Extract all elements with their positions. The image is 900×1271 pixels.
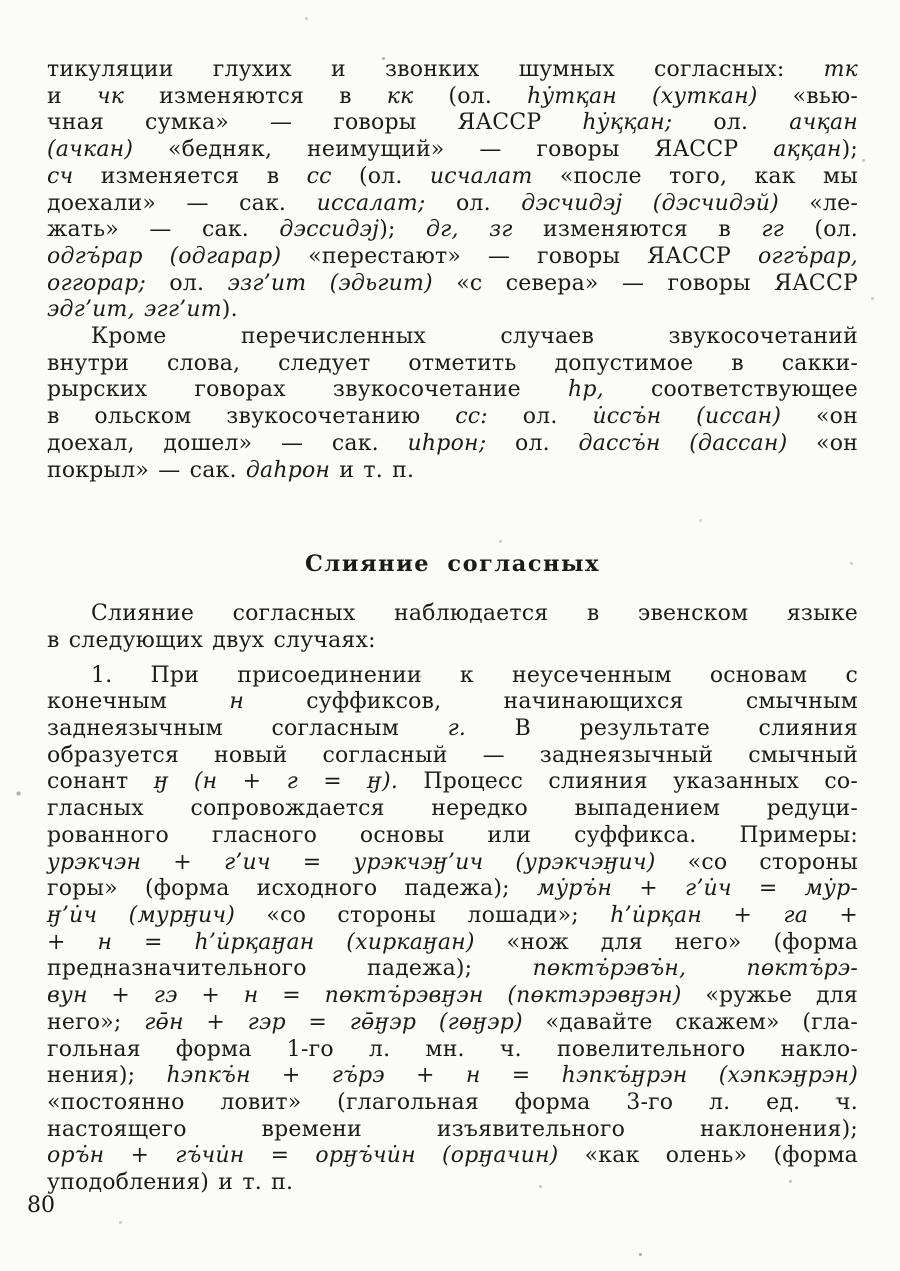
text-run: «он	[787, 430, 859, 456]
text-run: ол.	[425, 190, 522, 216]
text-line	[47, 377, 858, 404]
text-run: ол.	[487, 404, 593, 430]
text-run: настоящего времени изъявительного наклонения);	[47, 1116, 858, 1142]
text-run: «постоянно ловит» (глагольная форма 3-го л. ед. ч.	[47, 1089, 858, 1115]
even-language-term: эдг’ит, эгг’ит	[47, 297, 222, 323]
text-line	[47, 796, 858, 823]
text-line	[47, 930, 858, 957]
text-run: конечным	[47, 689, 230, 715]
text-run: образуется новый согласный — заднеязычный смычный	[47, 742, 858, 768]
text-run: и т. п.	[330, 457, 415, 483]
text-run: «нож для него» (форма	[474, 929, 859, 955]
text-run: (ол.	[783, 217, 859, 243]
even-language-term: сс:	[455, 404, 488, 430]
text-line	[47, 1143, 858, 1170]
page-number: 80	[27, 1193, 55, 1218]
text-line	[47, 983, 858, 1010]
text-line	[47, 458, 858, 485]
even-language-term: гө̄н + гэр = гө̄ӈэр (гөӈэр)	[144, 1009, 523, 1035]
paragraph	[47, 324, 858, 484]
text-line	[47, 191, 858, 218]
text-run: него»;	[47, 1009, 145, 1035]
paragraph	[47, 601, 858, 654]
text-line	[47, 1170, 858, 1197]
text-run: рованного гласного основы или суффикса. Примеры:	[47, 822, 858, 848]
text-run: тикуляции глухих и звонких шумных согласных:	[47, 57, 824, 82]
even-language-term: г.	[447, 716, 467, 742]
text-run: заднеязычным согласным	[47, 716, 448, 742]
text-line	[47, 601, 858, 628]
text-line	[47, 1090, 858, 1117]
text-run: в ольском звукосочетанию	[47, 404, 456, 430]
text-run: соответствующее	[603, 377, 858, 403]
text-run: ол.	[672, 110, 790, 136]
text-line	[47, 324, 858, 351]
text-run: внутри слова, следует отметить допустимое в сакки-	[47, 350, 858, 376]
even-language-term: аққан	[773, 137, 842, 163]
even-language-term: дэсчидэj (дэсчидэй)	[521, 190, 779, 216]
text-line	[47, 271, 858, 298]
even-language-term: (ачкан)	[47, 137, 134, 163]
even-language-term: и̇ссъ̇н (иссан)	[592, 404, 782, 430]
text-line	[47, 1117, 858, 1144]
text-line	[47, 1010, 858, 1037]
text-line	[47, 1063, 858, 1090]
text-line	[47, 110, 858, 137]
even-language-term: ӈ (н + г = ӈ).	[153, 769, 399, 795]
text-line	[47, 297, 858, 324]
even-language-term: иссалат;	[316, 190, 426, 216]
text-run: «давайте скажем» (гла-	[522, 1009, 858, 1035]
text-run: );	[841, 137, 858, 163]
even-language-term: ачқан	[789, 110, 858, 136]
even-language-term: кк	[386, 83, 414, 109]
text-run: «бедняк, неимущий» — говоры ЯАССР	[133, 137, 774, 163]
even-language-term: эзг’ит (эдьгит)	[227, 270, 433, 296]
scan-noise	[0, 0, 1, 1]
text-line	[47, 57, 858, 84]
text-run: изменяется в	[73, 163, 307, 189]
text-run: предназначительного падежа);	[47, 956, 533, 982]
paragraph	[47, 663, 858, 1197]
text-line	[47, 217, 858, 244]
even-language-term: тк	[823, 57, 858, 82]
even-language-term: оггорар;	[47, 270, 147, 296]
text-run: «ле-	[778, 190, 858, 216]
text-run: );	[379, 217, 427, 243]
even-language-term: h’и̇рқан + га +	[610, 902, 859, 928]
even-language-term: hу̇ққан;	[582, 110, 673, 136]
text-line	[47, 769, 858, 796]
text-line	[47, 137, 858, 164]
even-language-term: оръ̇н + гъ̇чи̇н = орӈъ̇чи̇н (орӈачин)	[47, 1143, 559, 1169]
even-language-term: пөктъ̇рэвъ̇н, пөктъ̇рэ-	[532, 956, 858, 982]
text-run: (ол.	[413, 83, 528, 109]
even-language-term: му̇ръ̇н + г’и̇ч = му̇р-	[536, 876, 858, 902]
text-line	[47, 404, 858, 431]
text-run: гласных сопровождается нередко выпадением редуци-	[47, 796, 858, 822]
text-run: «как олень» (форма	[558, 1143, 858, 1169]
text-run: нения);	[47, 1063, 167, 1089]
text-line	[47, 628, 858, 655]
even-language-term: + н = h’и̇рқаӈан (хиркаӈан)	[47, 929, 475, 955]
text-run: «перестают» — говоры ЯАССР	[281, 243, 758, 269]
text-line	[47, 876, 858, 903]
text-run: сонант	[47, 769, 154, 795]
text-run: ол.	[486, 430, 579, 456]
even-language-term: hр,	[567, 377, 604, 403]
text-line	[47, 903, 858, 930]
text-line	[47, 244, 858, 271]
text-run: гольная форма 1-го л. мн. ч. повелительного накло-	[47, 1036, 858, 1062]
text-run: изменяются в	[124, 83, 387, 109]
even-language-term: сч	[47, 163, 74, 189]
even-language-term: оггъ̇рар,	[757, 243, 858, 269]
even-language-term: сс	[306, 163, 332, 189]
text-run: горы» (форма исходного падежа);	[47, 876, 537, 902]
text-run: покрыл» — сак.	[47, 457, 246, 483]
section-heading: Слияние согласных	[305, 551, 600, 578]
even-language-term: дэссидэj	[279, 217, 380, 243]
text-run: доехали» — сак.	[47, 190, 317, 216]
text-run: доехал, дошел» — сак.	[47, 430, 408, 456]
even-language-term: ӈ’и̇ч (мурӈич)	[47, 902, 236, 928]
even-language-term: урэкчэн + г’ич = урэкчэӈ’ич (урэкчэӈич)	[47, 849, 656, 875]
text-run: «со стороны	[655, 849, 858, 875]
text-run: «вью-	[757, 83, 858, 109]
even-language-term: дассъ̇н (дассан)	[578, 430, 788, 456]
even-language-term: иhрон;	[407, 430, 487, 456]
text-run: жать» — сак.	[47, 217, 280, 243]
text-column	[47, 57, 858, 1197]
even-language-term: hу̇тқан (хуткан)	[527, 83, 758, 109]
text-run: Процесс слияния указанных со-	[398, 769, 859, 795]
text-line	[47, 84, 858, 111]
text-line	[47, 956, 858, 983]
text-line	[47, 823, 858, 850]
text-run: суффиксов, начинающихся смычным	[244, 689, 858, 715]
text-line	[47, 743, 858, 770]
text-line	[47, 164, 858, 191]
text-run: в следующих двух случаях:	[47, 627, 376, 653]
text-run: В результате слияния	[466, 716, 858, 742]
text-line	[47, 431, 858, 458]
text-run: изменяются в	[512, 217, 762, 243]
even-language-term: дг, зг	[426, 217, 513, 243]
text-run: уподобления) и т. п.	[47, 1170, 294, 1196]
text-run: Кроме перечисленных случаев звукосочетаний	[91, 324, 858, 350]
text-run: рырских говорах звукосочетание	[47, 377, 568, 403]
even-language-term: гг	[761, 217, 784, 243]
even-language-term: исчалат	[429, 163, 533, 189]
text-run: «после того, как мы	[532, 163, 858, 189]
text-line	[47, 351, 858, 378]
text-run: ол.	[146, 270, 228, 296]
text-run: «он	[781, 404, 858, 430]
text-line	[47, 689, 858, 716]
text-run: «с севера» — говоры ЯАССР	[432, 270, 858, 296]
text-run: Слияние согласных наблюдается в эвенском языке	[91, 601, 858, 627]
text-run: 1. При присоединении к неусеченным основам с	[91, 662, 858, 688]
text-run: (ол.	[331, 163, 430, 189]
paragraph	[47, 57, 858, 324]
even-language-term: одгъ̇рар (одгарар)	[47, 243, 282, 269]
text-run: «со стороны лошади»;	[235, 902, 611, 928]
even-language-term: вун + гэ + н = пөктъ̇рэвӈэн (пөктэрэвӈэн)	[47, 983, 682, 1009]
text-line	[47, 850, 858, 877]
even-language-term: даhрон	[245, 457, 331, 483]
even-language-term: н	[229, 689, 245, 715]
text-run: чная сумка» — говоры ЯАССР	[47, 110, 583, 136]
even-language-term: hэпкъ̇н + гъ̇рэ + н = hэпкъ̇ӈрэн (хэпкэӈрэн)	[166, 1063, 858, 1089]
text-run: «ружье для	[681, 983, 859, 1009]
text-line	[47, 716, 858, 743]
text-run: ).	[221, 297, 238, 323]
text-line	[47, 1037, 858, 1064]
text-run: и	[47, 83, 97, 109]
even-language-term: чк	[96, 83, 125, 109]
text-line	[47, 663, 858, 690]
